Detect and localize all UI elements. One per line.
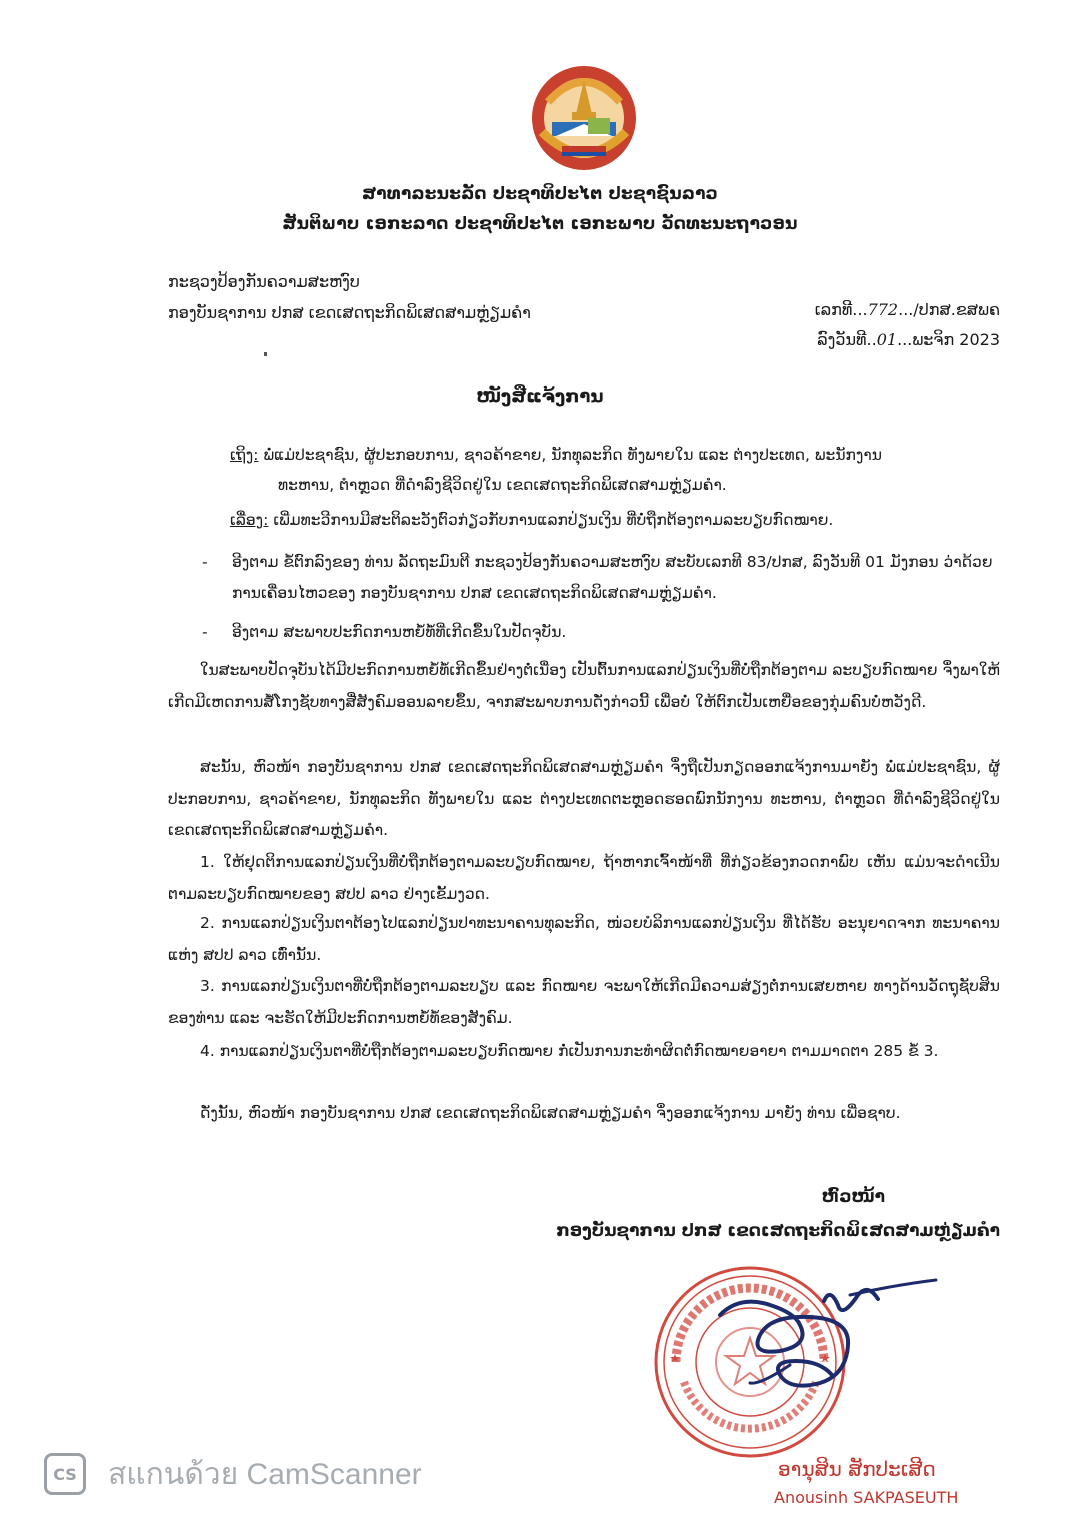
scan-speck bbox=[264, 352, 267, 356]
numbered-point-text: 1. ໃຫ້ຢຸດຕິການແລກປ່ຽນເງິນທີ່ບໍ່ຖືກຕ້ອງຕາມລະບຽບກົດໝາຍ, ຖ້າຫາກເຈົ້າໜ້າທີ່ ທີ່ກ່ຽວຂ້ອງກວດກາພົບ ເຫັນ ແມ່ນຈະດຳເນີນຕາມລະບຽບກົດໝາຍຂອງ ສປປ ລາວ ຢ່າງເຂັ້ມງວດ. bbox=[168, 853, 1000, 903]
numbered-point bbox=[168, 1036, 1000, 1068]
reference-date bbox=[817, 330, 1000, 349]
numbered-point-text: 3. ການແລກປ່ຽນເງິນຕາທີ່ບໍ່ຖືກຕ້ອງຕາມລະບຽບ ແລະ ກົດໝາຍ ຈະພາໃຫ້ເກີດມີຄວາມສ່ຽງຕໍ່ການເສຍຫາຍ ທາງດ້ານວັດຖຸຊັບສິນຂອງທ່ານ ແລະ ຈະຮັດໃຫ້ມີປະກົດການຫຍໍ້ທໍ້ຂອງສັງຄົມ. bbox=[168, 977, 1000, 1027]
to-line-2: ທະຫານ, ຕຳຫຼວດ ທີ່ດຳລົງຊີວິດຢູ່ໃນ ເຂດເສດຖະກິດພິເສດສາມຫຼ່ຽມຄຳ. bbox=[278, 476, 727, 494]
reference-number bbox=[815, 300, 1000, 319]
reference-date-prefix: ລົງວັນທີ.. bbox=[817, 330, 877, 349]
national-motto: ສັນຕິພາບ ເອກະລາດ ປະຊາທິປະໄຕ ເອກະພາບ ວັດທະນະຖາວອນ bbox=[282, 214, 798, 234]
signer-name-lao: ອານຸສິນ ສັກປະເສີດ bbox=[778, 1457, 936, 1481]
numbered-point-text: 4. ການແລກປ່ຽນເງິນຕາທີ່ບໍ່ຖືກຕ້ອງຕາມລະບຽບກົດໝາຍ ກໍ່ເປັນການກະທຳຜິດຕໍ່ກົດໝາຍອາຍາ ຕາມມາດຕາ 285 ຂໍ້ 3. bbox=[200, 1042, 939, 1060]
national-emblem-icon bbox=[528, 62, 640, 174]
to-line-1: ພໍ່ແມ່ປະຊາຊົນ, ຜູ້ປະກອບການ, ຊາວຄ້າຂາຍ, ນັກທຸລະກິດ ທັງພາຍໃນ ແລະ ຕ່າງປະເທດ, ພະນັກງານ bbox=[258, 446, 882, 464]
ministry-name: ກະຊວງປ້ອງກັນຄວາມສະຫງົບ bbox=[168, 272, 360, 291]
subject-label: ເລື່ອງ: bbox=[230, 511, 269, 529]
reference-number-prefix: ເລກທີ... bbox=[814, 300, 868, 319]
subject-text: ເພີ່ມທະວີການມີສະຕິລະວັງຕົວກ່ຽວກັບການແລກປ່ຽນເງິນ ທີ່ບໍ່ຖືກຕ້ອງຕາມລະບຽບກົດໝາຍ. bbox=[268, 511, 834, 529]
camscanner-logo-icon: CS bbox=[44, 1453, 86, 1495]
to-label: ເຖິງ: bbox=[230, 446, 259, 464]
reference-dash: - bbox=[202, 553, 208, 571]
body-paragraph bbox=[168, 752, 1000, 847]
country-name: ສາທາລະນະລັດ ປະຊາທິປະໄຕ ປະຊາຊົນລາວ bbox=[362, 184, 718, 204]
numbered-point-text: 2. ການແລກປ່ຽນເງິນຕາຕ້ອງໄປແລກປ່ຽນປາທະນາຄານທຸລະກິດ, ໜ່ວຍບໍລິການແລກປ່ຽນເງິນ ທີ່ໄດ້ຮັບ ອະນຸຍາດຈາກ ທະນາຄານແຫ່ງ ສປປ ລາວ ເທົ່ານັ້ນ. bbox=[168, 914, 1000, 964]
camscanner-watermark bbox=[44, 1452, 422, 1496]
body-paragraph-text: ສະນັ້ນ, ຫົວໜ້າ ກອງບັນຊາການ ປກສ ເຂດເສດຖະກິດພິເສດສາມຫຼ່ຽມຄຳ ຈຶ່ງຖືເປັນກຽດອອກແຈ້ງການມາຍັງ ພໍ່ແມ່ປະຊາຊົນ, ຜູ້ປະກອບການ, ຊາວຄ້າຂາຍ, ນັກທຸລະກິດ ທັງພາຍໃນ ແລະ ຕ່າງປະເທດຕະຫຼອດຮອດພົກນັກງານ ທະຫານ, ຕຳຫຼວດ ທີ່ດຳລົງຊີວິດຢູ່ໃນ ເຂດເສດຖະກິດພິເສດສາມຫຼ່ຽມຄຳ. bbox=[168, 758, 1000, 839]
numbered-point bbox=[168, 908, 1000, 971]
reference-text: ອີງຕາມ ຂໍ້ຕົກລົງຂອງ ທ່ານ ລັດຖະມົນຕີ ກະຊວງປ້ອງກັນຄວາມສະຫງົບ ສະບັບເລກທີ 83/ປກສ, ລົງວັນທີ 01 ມັງກອນ ວ່າດ້ວຍການເຄື່ອນໄຫວຂອງ ກອງບັນຊາການ ປກສ ເຂດເສດຖະກິດພິເສດສາມຫຼ່ຽມຄຳ. bbox=[232, 553, 993, 602]
reference-dash: - bbox=[202, 623, 208, 641]
reference-item bbox=[168, 617, 998, 648]
reference-date-suffix: ...ພະຈິກ 2023 bbox=[897, 330, 1000, 349]
body-paragraph bbox=[168, 655, 1000, 718]
numbered-point bbox=[168, 847, 1000, 910]
subject-block bbox=[230, 505, 1010, 535]
signatory-title: ຫົວໜ້າ bbox=[821, 1187, 885, 1207]
reference-number-suffix: .../ປກສ.ຂສພຄ bbox=[898, 300, 1000, 319]
closing-paragraph bbox=[168, 1098, 1000, 1130]
reference-item bbox=[168, 547, 998, 609]
document-title: ໜັງສືແຈ້ງການ bbox=[476, 386, 604, 407]
signatory-org: ກອງບັນຊາການ ປກສ ເຂດເສດຖະກິດພິເສດສາມຫຼ່ຽມຄຳ bbox=[556, 1221, 1000, 1241]
command-name: ກອງບັນຊາການ ປກສ ເຂດເສດຖະກິດພິເສດສາມຫຼ່ຽມຄຳ bbox=[168, 303, 531, 322]
signer-name-english: Anousinh SAKPASEUTH bbox=[774, 1488, 959, 1507]
reference-number-handwritten: 772 bbox=[867, 300, 899, 319]
addressee-block bbox=[230, 440, 1010, 500]
body-paragraph-text: ໃນສະພາບປັດຈຸບັນໄດ້ມີປະກົດການຫຍໍ້ທໍ້ເກີດຂຶ້ນຢ່າງຕໍ່ເນື່ອງ ເປັນຕົ້ນການແລກປ່ຽນເງິນທີ່ບໍ່ຖືກຕ້ອງຕາມ ລະບຽບກົດໝາຍ ຈຶ່ງພາໃຫ້ເກີດມີເຫດການສໍ້ໂກງຊັບທາງສື່ສັງຄົມອອນລາຍຂຶ້ນ, ຈາກສະພາບການດັ່ງກ່າວນີ້ ເພື່ອບໍ່ ໃຫ້ຕົກເປັນເຫຍື່ອຂອງກຸ່ມຄົນບໍ່ຫວັງດີ. bbox=[168, 661, 1000, 711]
reference-date-handwritten: 01 bbox=[876, 330, 898, 349]
closing-paragraph-text: ດັ່ງນັ້ນ, ຫົວໜ້າ ກອງບັນຊາການ ປກສ ເຂດເສດຖະກິດພິເສດສາມຫຼ່ຽມຄຳ ຈຶ່ງອອກແຈ້ງການ ມາຍັງ ທ່ານ ເພື່ອຊາບ. bbox=[200, 1104, 901, 1122]
handwritten-signature-icon bbox=[700, 1265, 940, 1415]
numbered-point bbox=[168, 971, 1000, 1034]
reference-text: ອີງຕາມ ສະພາບປະກົດການຫຍໍ້ທໍ້ທີ່ເກີດຂຶ້ນໃນປັດຈຸບັນ. bbox=[232, 623, 567, 641]
watermark-text: สแกนด้วย CamScanner bbox=[108, 1457, 422, 1491]
